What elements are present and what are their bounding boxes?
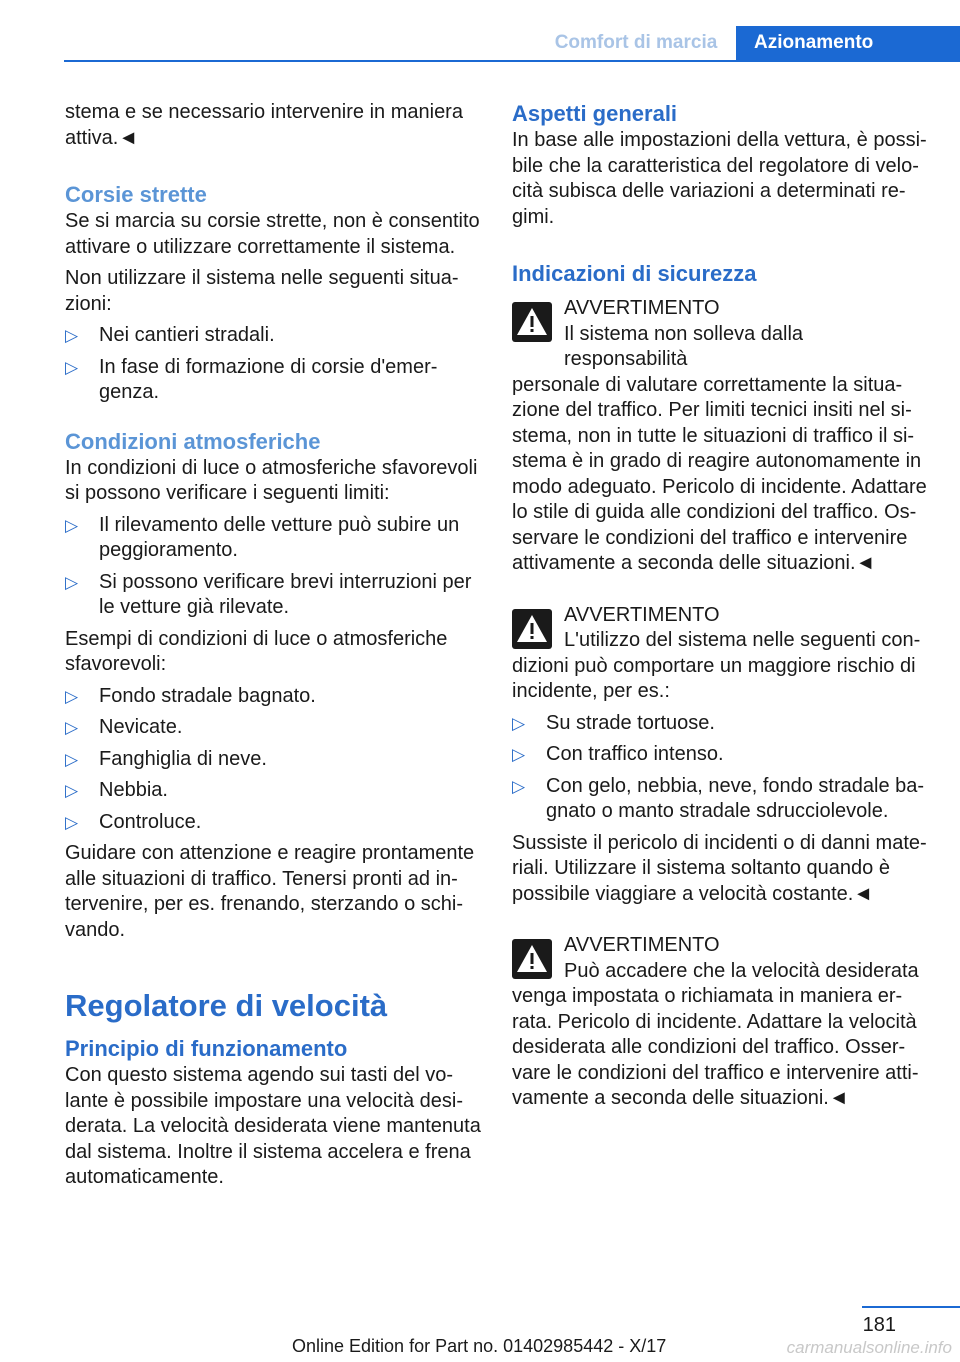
- corsie-list: [65, 323, 481, 406]
- triangle-right-icon: ▷: [65, 718, 79, 737]
- warning-conditions-list: [512, 711, 930, 825]
- heading-aspetti-generali: Aspetti generali: [512, 101, 678, 126]
- heading-indicazioni-di-sicurezza: Indicazioni di sicurezza: [512, 261, 757, 286]
- online-edition-note: Online Edition for Part no. 01402985442 - X/17: [292, 1336, 667, 1356]
- list-item: ▷ Nebbia.: [65, 778, 481, 804]
- warning-block-1: [512, 296, 930, 577]
- warning-triangle-icon: [512, 939, 552, 979]
- list-item: ▷ Controluce.: [65, 810, 481, 836]
- heading-condizioni-atmosferiche: Condizioni atmosferiche: [65, 428, 321, 454]
- list-item: ▷ Con traffico intenso.: [512, 742, 930, 768]
- triangle-right-icon: ▷: [65, 572, 79, 592]
- cond-paragraph-3: Guidare con attenzione e reagire prontamente alle situazioni di traffico. Tenersi pronti ad in-tervenire, per es. frenando, sterzando o schi-vando.: [65, 842, 475, 941]
- cond-paragraph-2: Esempi di condizioni di luce o atmosferiche sfavorevoli:: [65, 627, 448, 675]
- right-column: [512, 100, 930, 1112]
- warning-text: dizioni può comportare un maggiore rischio di incidente, per es.:: [512, 654, 916, 702]
- heading-regolatore-di-velocita: Regolatore di velocità: [65, 988, 388, 1023]
- list-item: ▷ Su strade tortuose.: [512, 711, 930, 737]
- corsie-paragraph-2: Non utilizzare il sistema nelle seguenti situa-zioni:: [65, 267, 459, 315]
- regolatore-paragraph: Con questo sistema agendo sui tasti del vo-lante è possibile impostare una velocità desi-derata. La velocità desiderata viene mantenuta dal sistema. Inoltre il sistema accelera e frena automaticamente.: [65, 1064, 481, 1188]
- triangle-right-icon: ▷: [512, 776, 526, 796]
- list-item: ▷ Con gelo, nebbia, neve, fondo stradale ba-gnato o manto stradale sdrucciolevole.: [512, 774, 925, 822]
- list-item: ▷ Il rilevamento delle vetture può subire un peggioramento.: [65, 513, 460, 561]
- left-column: [65, 100, 481, 1191]
- warning-after-text: Sussiste il pericolo di incidenti o di danni mate-riali. Utilizzare il sistema soltanto quando è possibile viaggiare a velocità costante.◄: [512, 831, 927, 905]
- list-item: ▷ Nei cantieri stradali.: [65, 323, 481, 349]
- cond-limits-list: [65, 513, 481, 621]
- warning-triangle-icon: [512, 302, 552, 342]
- triangle-right-icon: ▷: [512, 713, 526, 733]
- warning-label: AVVERTIMENTO: [564, 603, 720, 626]
- cond-examples-list: [65, 684, 481, 836]
- page-number: 181: [862, 1314, 896, 1336]
- corsie-paragraph-1: Se si marcia su corsie strette, non è consentito attivare o utilizzare correttamente il sistema.: [65, 210, 480, 258]
- intro-text: stema e se necessario intervenire in maniera attiva.◄: [65, 101, 463, 149]
- list-item: ▷ Nevicate.: [65, 715, 481, 741]
- list-item: ▷ Fondo stradale bagnato.: [65, 684, 481, 710]
- triangle-right-icon: ▷: [65, 326, 79, 345]
- triangle-right-icon: ▷: [65, 515, 79, 535]
- triangle-right-icon: ▷: [65, 781, 79, 800]
- list-item: ▷ Fanghiglia di neve.: [65, 747, 481, 773]
- warning-label: AVVERTIMENTO: [564, 297, 720, 319]
- list-item: ▷ In fase di formazione di corsie d'emer-genza.: [65, 355, 438, 403]
- warning-block-2: [512, 603, 930, 908]
- warning-block-3: [512, 933, 930, 1112]
- tab-azionamento[interactable]: Azionamento: [736, 26, 960, 60]
- warning-triangle-icon: [512, 609, 552, 649]
- heading-principio-di-funzionamento: Principio di funzionamento: [65, 1036, 348, 1061]
- triangle-right-icon: ▷: [65, 812, 79, 832]
- warning-first-line: Il sistema non solleva dalla responsabilità: [564, 322, 804, 370]
- triangle-right-icon: ▷: [65, 749, 79, 769]
- footer-rule: [862, 1306, 960, 1308]
- tab-comfort-di-marcia[interactable]: Comfort di marcia: [554, 32, 718, 53]
- header-rule: [64, 60, 960, 62]
- triangle-right-icon: ▷: [65, 686, 79, 706]
- warning-first-line: L'utilizzo del sistema nelle seguenti con-: [564, 629, 921, 651]
- aspetti-paragraph: In base alle impostazioni della vettura, è possi-bile che la caratteristica del regolatore di velo-cità subisca delle variazioni a determinati re-gimi.: [512, 129, 927, 228]
- triangle-right-icon: ▷: [65, 357, 79, 377]
- watermark: carmanualsonline.info: [786, 1338, 952, 1357]
- heading-corsie-strette: Corsie strette: [65, 182, 207, 207]
- warning-first-line: Può accadere che la velocità desiderata: [564, 959, 919, 982]
- warning-label: AVVERTIMENTO: [564, 934, 720, 956]
- warning-text: venga impostata o richiamata in maniera er-rata. Pericolo di incidente. Adattare la velocità desiderata alle condizioni del traffico. Osser-vare le condizioni del traffico e intervenire atti-vamente a seconda delle situazioni.◄: [512, 985, 919, 1109]
- list-item: ▷ Si possono verificare brevi interruzioni per le vetture già rilevate.: [65, 570, 472, 618]
- cond-paragraph-1: In condizioni di luce o atmosferiche sfavorevoli si possono verificare i seguenti limiti:: [65, 456, 478, 504]
- warning-text: personale di valutare correttamente la situa-zione del traffico. Per limiti tecnici insiti nel si-stema, non in tutte le situazioni di traffico il si-stema è in grado di reagire autonomamente in modo adeguato. Pericolo di incidente. Adattare lo stile di guida alle condizioni del traffico. Os-servare le condizioni del traffico e intervenire attivamente a seconda delle situazioni.◄: [512, 373, 927, 574]
- triangle-right-icon: ▷: [512, 745, 526, 764]
